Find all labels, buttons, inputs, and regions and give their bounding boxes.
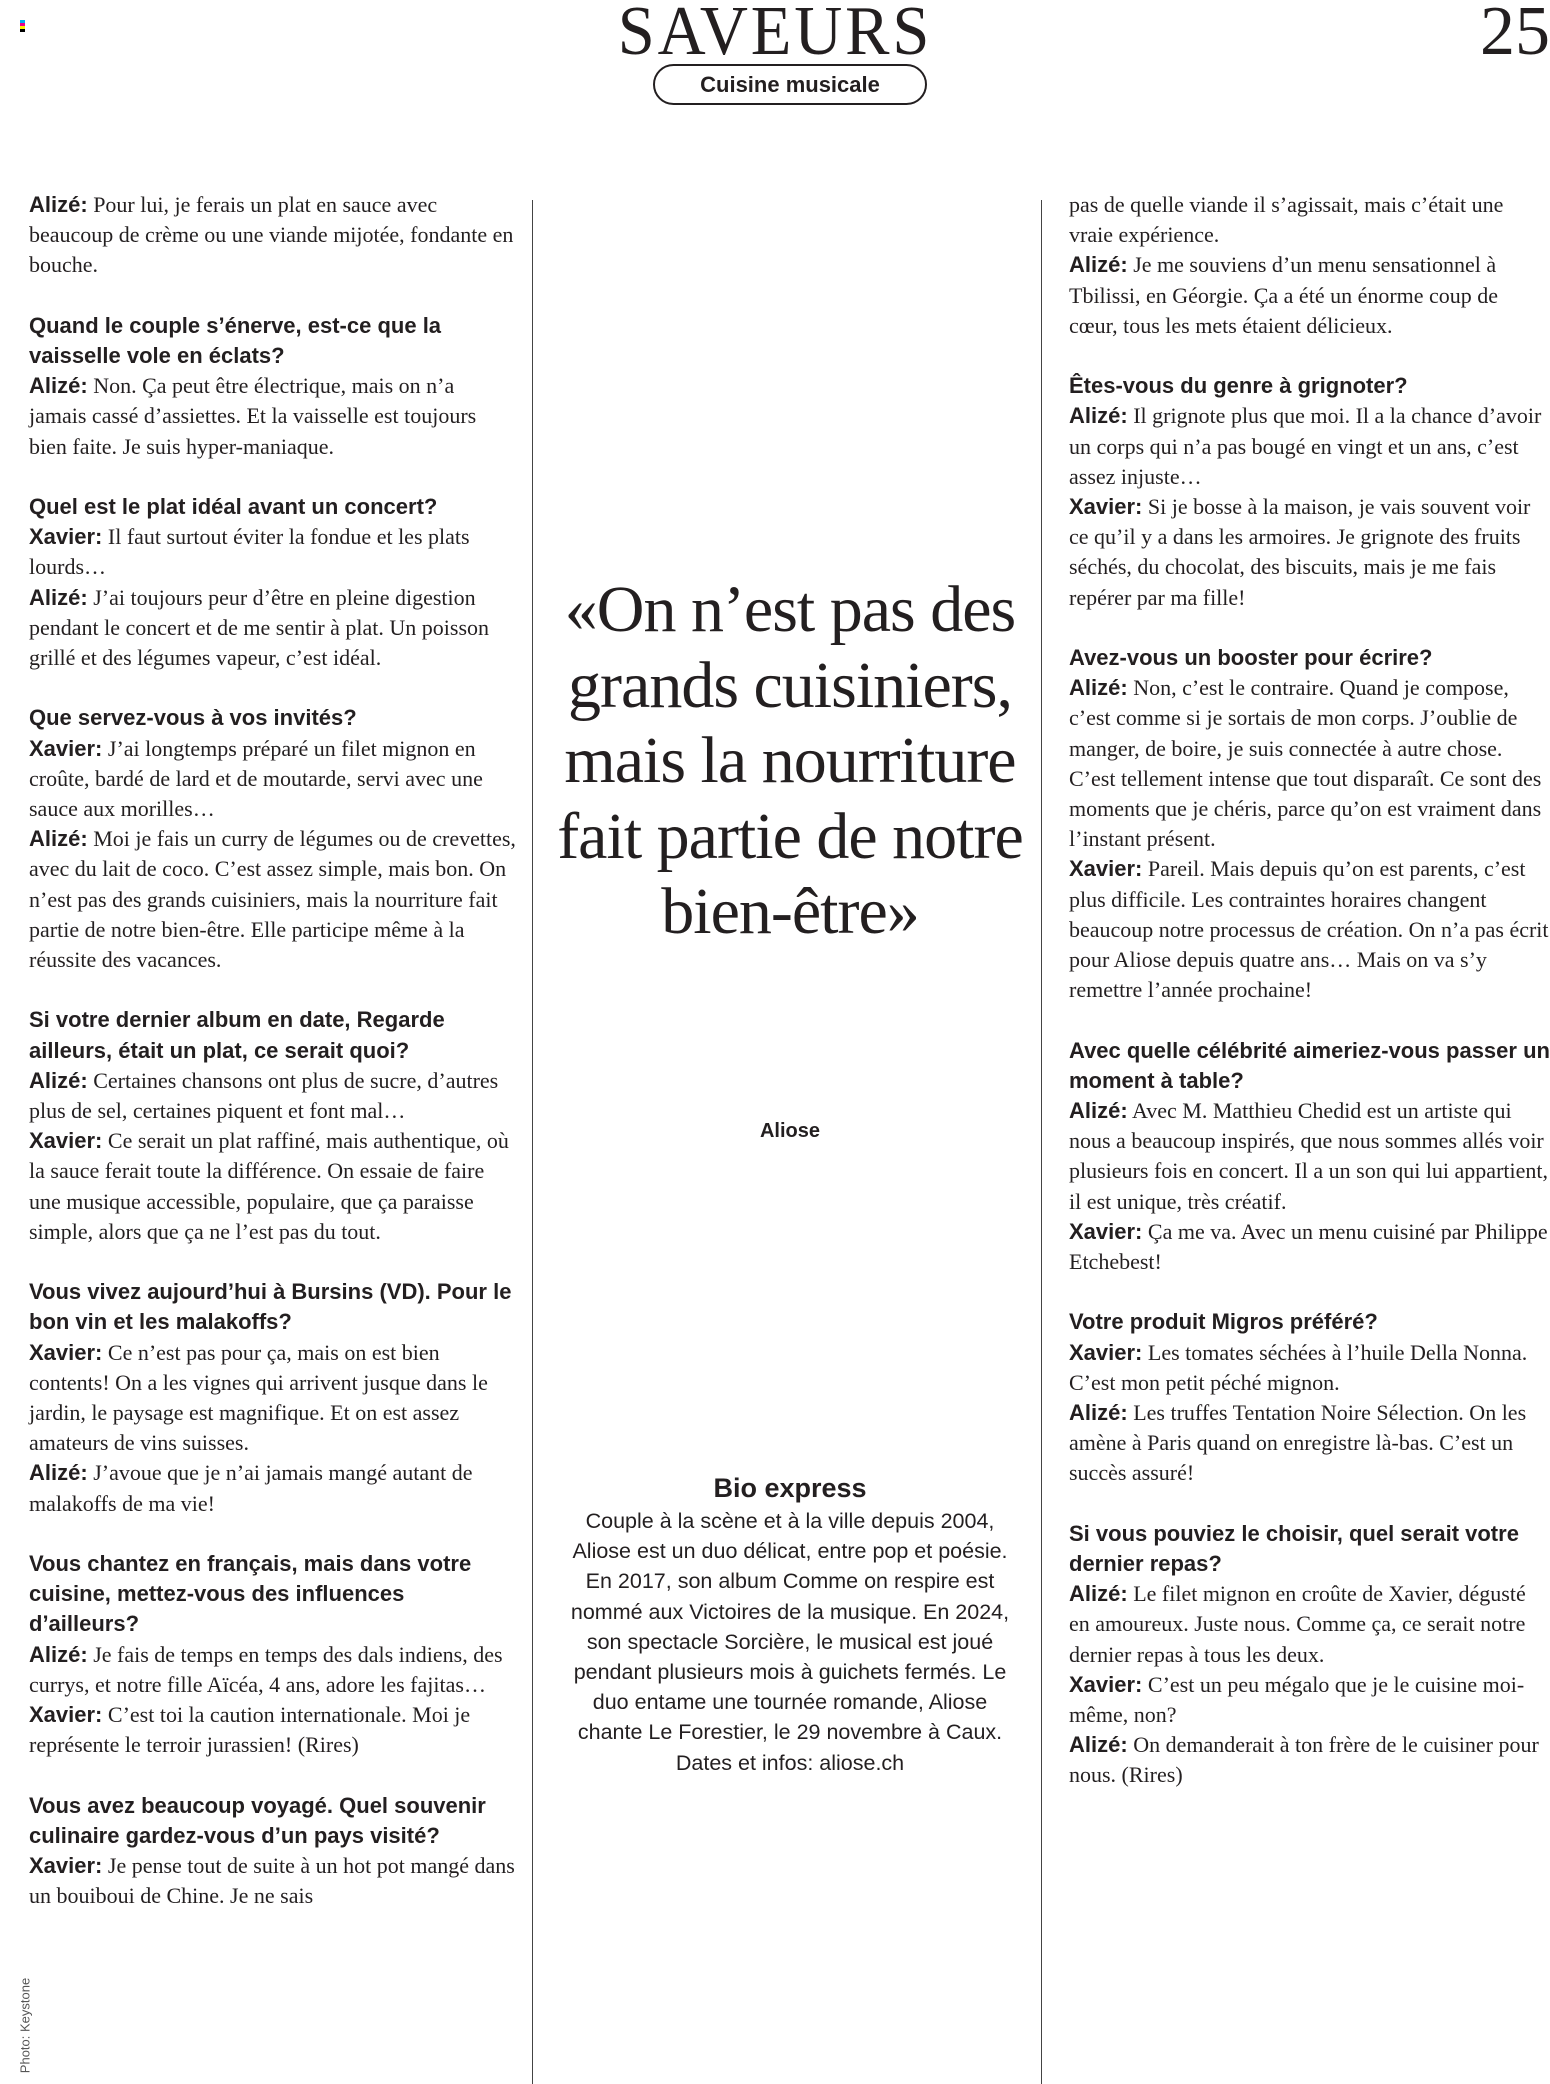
interview-block [29,1791,517,1912]
section-title: SAVEURS [617,0,933,70]
answer [29,522,517,582]
answer-text: Certaines chansons ont plus de sucre, d’autres plus de sel, certaines piquent et font mal… [29,1067,499,1124]
answer [29,1640,517,1700]
question: Vous chantez en français, mais dans votre cuisine, mettez-vous des influences d’ailleurs? [29,1551,472,1637]
speaker-name: Xavier: [29,1339,103,1365]
answer-text: J’ai toujours peur d’être en pleine digestion pendant le concert et de me sentir à plat. Un poisson grillé et des légumes vapeur, c’est idéal. [29,584,490,671]
interview-block [1069,190,1550,341]
answer-text: Ça me va. Avec un menu cuisiné par Philippe Etchebest! [1069,1218,1548,1275]
answer [29,371,517,462]
interview-block [29,1549,517,1760]
bio-title: Bio express [713,1473,867,1503]
answer [29,824,517,975]
answer [29,583,517,674]
print-color-marks [20,20,25,32]
answer-text: Il grignote plus que moi. Il a la chance d’avoir un corps qui n’a pas bougé en vingt et un ans, c’est assez injuste… [1069,403,1542,489]
answer-text: Il faut surtout éviter la fondue et les plats lourds… [29,524,470,580]
interview-block [29,1005,517,1247]
answer-text: Je me souviens d’un menu sensationnel à Tbilissi, en Géorgie. Ça a été un énorme coup de cœur, tous les mets étaient délicieux. [1069,252,1499,338]
answer-text: pas de quelle viande il s’agissait, mais c’était une vraie expérience. [1069,192,1504,248]
answer-text: C’est un peu mégalo que je le cuisine moi-même, non? [1069,1671,1525,1728]
speaker-name: Xavier: [1069,1218,1143,1244]
question: Votre produit Migros préféré? [1069,1309,1378,1335]
speaker-name: Alizé: [29,584,88,610]
speaker-name: Alizé: [1069,1581,1128,1607]
answer-text: J’avoue que je n’ai jamais mangé autant de malakoffs de ma vie! [29,1460,473,1516]
answer-text: Si je bosse à la maison, je vais souvent voir ce qu’il y a dans les armoires. Je grignote des fruits séchés, du chocolat, des biscuits, mais je me fais repérer par ma fille! [1069,494,1531,610]
speaker-name: Alizé: [1069,675,1128,701]
column-divider [532,200,533,2084]
answer-text: Le filet mignon en croûte de Xavier, dégusté en amoureux. Juste nous. Comme ça, ce serait notre dernier repas à tous les deux. [1069,1581,1526,1667]
page-number: 25 [1480,0,1550,70]
speaker-name: Xavier: [1069,1671,1143,1697]
answer-text: On demanderait à ton frère de le cuisiner pour nous. (Rires) [1069,1732,1539,1788]
answer [1069,1217,1550,1277]
question: Si vous pouviez le choisir, quel serait votre dernier repas? [1069,1520,1519,1577]
speaker-name: Alizé: [29,373,88,399]
pull-quote-author: Aliose [759,1120,821,1142]
question: Avec quelle célébrité aimeriez-vous passer un moment à table? [1069,1037,1550,1093]
question: Que servez-vous à vos invités? [29,705,357,731]
answer [1069,190,1550,250]
answer [1069,1096,1550,1217]
answer [1069,1730,1550,1790]
interview-block [29,311,517,462]
question: Avez-vous un booster pour écrire? [1069,645,1433,671]
photo-credit: Photo: Keystone [17,1977,33,2074]
speaker-name: Xavier: [29,524,103,550]
answer [29,1458,517,1518]
answer-text: Ce n’est pas pour ça, mais on est bien contents! On a les vignes qui arrivent jusque dans le jardin, le paysage est magnifique. Et on est assez amateurs de vins suisses. [29,1339,488,1456]
answer [1069,492,1550,613]
speaker-name: Alizé: [29,1641,88,1667]
answer [29,1700,517,1760]
interview-block [1069,1307,1550,1488]
speaker-name: Xavier: [29,1702,103,1728]
bio-box [545,1470,1035,1778]
answer [1069,673,1550,854]
question: Quel est le plat idéal avant un concert? [29,494,438,519]
answer [29,1338,517,1459]
answer [29,1851,517,1911]
answer-text: Pour lui, je ferais un plat en sauce avec beaucoup de crème ou une viande mijotée, fondante en bouche. [29,192,514,278]
interview-block [1069,1036,1550,1278]
answer [1069,250,1550,341]
answer-text: Non. Ça peut être électrique, mais on n’a jamais cassé d’assiettes. Et la vaisselle est toujours bien faite. Je suis hyper-maniaque. [29,373,477,459]
speaker-name: Xavier: [29,735,103,761]
speaker-name: Xavier: [1069,1339,1143,1365]
left-column [29,190,517,1942]
answer-text: Je pense tout de suite à un hot pot mangé dans un bouiboui de Chine. Je ne sais [29,1853,515,1909]
interview-block [1069,643,1550,1005]
question: Êtes-vous du genre à grignoter? [1069,373,1408,399]
interview-block [29,190,517,281]
answer [1069,401,1550,492]
speaker-name: Alizé: [29,826,88,852]
question: Si votre dernier album en date, Regarde ailleurs, était un plat, ce serait quoi? [29,1007,445,1063]
question: Vous avez beaucoup voyagé. Quel souvenir culinaire gardez-vous d’un pays visité? [29,1792,486,1848]
answer-text: Avec M. Matthieu Chedid est un artiste qui nous a beaucoup inspirés, que nous sommes allés voir plusieurs fois en concert. Il a un son qui lui appartient, il est unique, très créatif. [1069,1098,1548,1214]
answer [1069,1338,1550,1398]
answer-text: Les truffes Tentation Noire Sélection. On les amène à Paris quand on enregistre là-bas. C’est un succès assuré! [1069,1400,1527,1486]
answer-text: Non, c’est le contraire. Quand je compose, c’est comme si je sortais de mon corps. J’oublie de manger, de boire, je suis connectée à autre chose. C’est tellement intense que tout disparaît. Ce sont des moments que je chéris, parce qu’on est vraiment dans l’instant présent. [1069,675,1542,852]
interview-block [1069,371,1550,613]
interview-block [29,703,517,975]
speaker-name: Alizé: [1069,1098,1128,1124]
answer-text: J’ai longtemps préparé un filet mignon en croûte, bardé de lard et de moutarde, servi avec une sauce aux morilles… [29,735,483,822]
right-column [1069,190,1550,1821]
speaker-name: Xavier: [29,1128,103,1154]
question: Vous vivez aujourd’hui à Bursins (VD). Pour le bon vin et les malakoffs? [29,1279,512,1335]
answer-text: Moi je fais un curry de légumes ou de crevettes, avec du lait de coco. C’est assez simple, mais bon. On n’est pas des grands cuisiniers, mais la nourriture fait partie de notre bien-être. Elle participe même à la réussite des vacances. [29,826,516,973]
speaker-name: Alizé: [29,1067,88,1093]
speaker-name: Xavier: [1069,856,1143,882]
answer-text: Je fais de temps en temps des dals indiens, des currys, et notre fille Aïcéa, 4 ans, adore les fajitas… [29,1641,503,1697]
answer [29,1066,517,1126]
speaker-name: Xavier: [1069,494,1143,520]
answer-text: Pareil. Mais depuis qu’on est parents, c’est plus difficile. Les contraintes horaires changent beaucoup notre processus de création. On n’a pas écrit pour Aliose depuis quatre ans… Mais on va s’y remettre l’année prochaine! [1069,856,1549,1003]
speaker-name: Alizé: [1069,252,1128,278]
answer-text: Ce serait un plat raffiné, mais authentique, où la sauce ferait toute la différence. On essaie de faire une musique accessible, populaire, que ça paraisse simple, alors que ça ne l’est pas du tout. [29,1128,509,1244]
answer-text: Les tomates séchées à l’huile Della Nonna. C’est mon petit péché mignon. [1069,1339,1528,1395]
answer [1069,1398,1550,1489]
speaker-name: Alizé: [1069,403,1128,429]
answer [29,734,517,825]
speaker-name: Xavier: [29,1853,103,1879]
speaker-name: Alizé: [29,192,88,217]
interview-block [29,1277,517,1519]
speaker-name: Alizé: [29,1460,88,1486]
answer [29,190,517,281]
answer [1069,854,1550,1005]
column-divider [1041,200,1042,2084]
speaker-name: Alizé: [1069,1400,1128,1426]
answer [1069,1670,1550,1730]
interview-block [1069,1519,1550,1791]
speaker-name: Alizé: [1069,1732,1128,1758]
pull-quote: «On n’est pas des grands cuisiniers, mais la nourriture fait partie de notre bien-être» [557,573,1023,948]
rubric-badge: Cuisine musicale [653,64,927,105]
answer [1069,1579,1550,1670]
answer-text: C’est toi la caution internationale. Moi je représente le terroir jurassien! (Rires) [29,1702,471,1758]
question: Quand le couple s’énerve, est-ce que la vaisselle vole en éclats? [29,312,442,368]
bio-text: Couple à la scène et à la ville depuis 2004, Aliose est un duo délicat, entre pop et poésie. En 2017, son album Comme on respire est nommé aux Victoires de la musique. En 2024, son spectacle Sorcière, le musical est joué pendant plusieurs mois à guichets fermés. Le duo entame une tournée romande, Aliose chante Le Forestier, le 29 novembre à Caux. Dates et infos: aliose.ch [570,1509,1010,1775]
answer [29,1126,517,1247]
interview-block [29,492,517,673]
